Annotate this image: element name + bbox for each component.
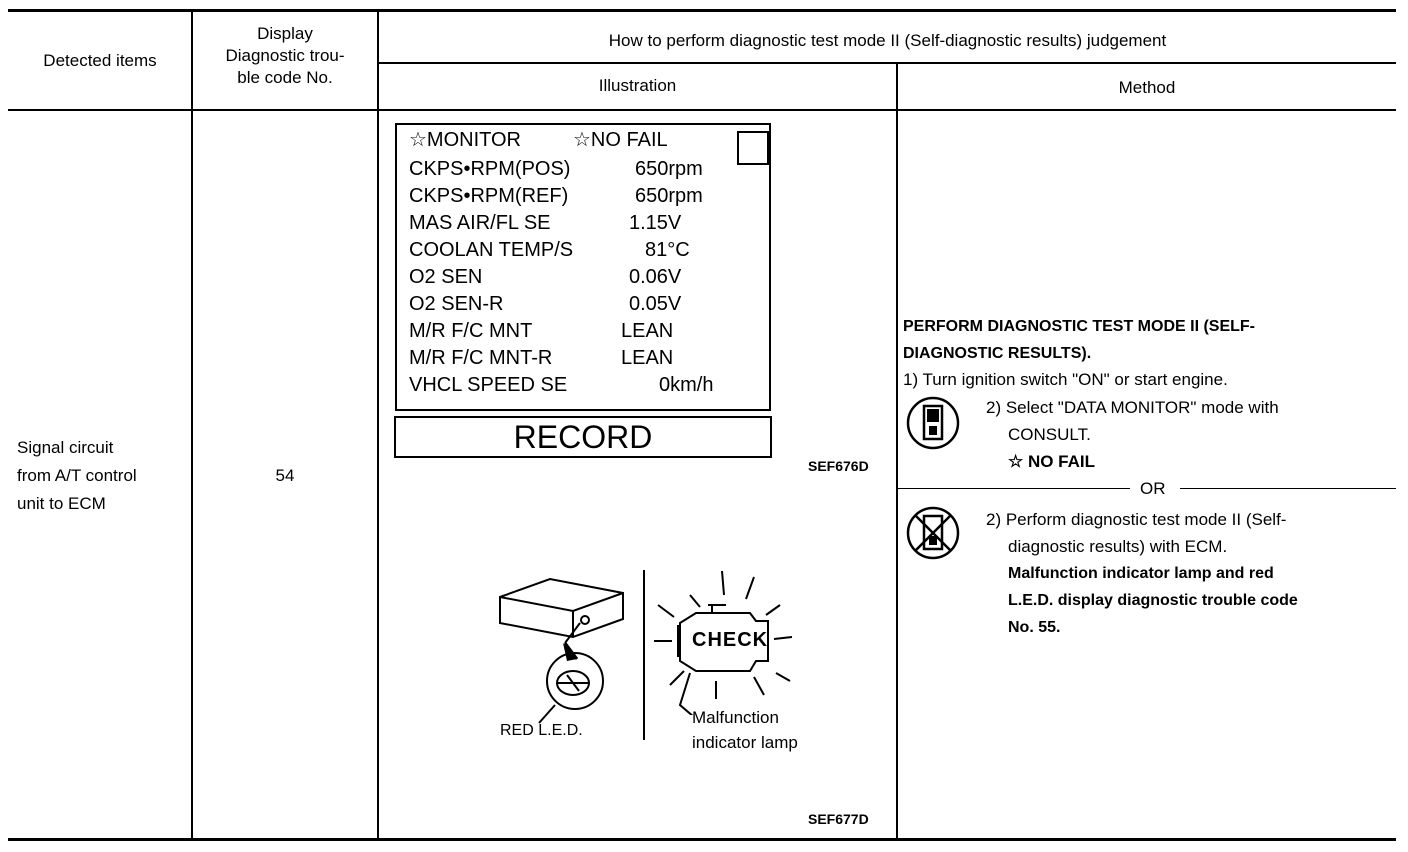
illustration-divider — [643, 570, 645, 740]
or-label: OR — [1140, 479, 1166, 498]
header-bottom-border — [8, 109, 1396, 111]
fig-code-sef676d: SEF676D — [808, 458, 869, 474]
monitor-item-label: M/R F/C MNT-R — [409, 347, 553, 369]
dtc-code: 54 — [275, 466, 295, 485]
red-led-label: RED L.E.D. — [500, 722, 583, 739]
fig-code-sef677d: SEF677D — [808, 811, 869, 827]
monitor-screen — [395, 123, 771, 411]
table-top-border — [8, 9, 1396, 12]
header-dtc-line1: Display — [257, 24, 313, 43]
col-divider-1 — [191, 9, 193, 841]
mil-label-line1: Malfunction — [692, 708, 779, 727]
consult-icon — [905, 395, 961, 451]
monitor-title-left: ☆MONITOR — [409, 129, 522, 151]
header-dtc — [193, 23, 377, 89]
method-perform-heading — [903, 313, 1255, 367]
header-detected-items: Detected items — [43, 51, 157, 70]
mil-desc-line2: L.E.D. display diagnostic trouble code — [1008, 592, 1298, 609]
header-dtc-line3: ble code No. — [237, 68, 333, 87]
monitor-item-value: 650rpm — [635, 185, 703, 207]
header-method: Method — [1118, 78, 1176, 97]
monitor-item-value: 0.06V — [629, 266, 682, 288]
monitor-item-value: 0km/h — [659, 374, 714, 396]
step2b-line1: 2) Perform diagnostic test mode II (Self- — [986, 510, 1287, 529]
record-button — [394, 416, 772, 458]
monitor-item-label: CKPS•RPM(POS) — [409, 158, 571, 180]
subheader-divider — [378, 62, 1396, 64]
or-divider-left — [898, 488, 1130, 489]
check-label: CHECK — [692, 629, 769, 651]
detected-line3: unit to ECM — [17, 494, 106, 513]
record-label: RECORD — [513, 419, 653, 455]
method-step1: 1) Turn ignition switch "ON" or start engine. — [903, 370, 1228, 389]
mil-desc-line3: No. 55. — [1008, 619, 1061, 636]
method-step2b — [986, 506, 1298, 641]
mil-desc-line1: Malfunction indicator lamp and red — [1008, 565, 1274, 582]
detected-item-text — [17, 434, 189, 518]
col-divider-3 — [896, 62, 898, 841]
monitor-item-label: CKPS•RPM(REF) — [409, 185, 569, 207]
header-how-to: How to perform diagnostic test mode II (Self-diagnostic results) judgement — [608, 31, 1167, 50]
monitor-item-label: VHCL SPEED SE — [409, 374, 568, 396]
monitor-item-label: MAS AIR/FL SE — [409, 212, 551, 234]
or-divider-right — [1180, 488, 1396, 489]
monitor-item-label: O2 SEN-R — [409, 293, 504, 315]
ecm-box-icon — [500, 579, 623, 637]
step2a-line2: CONSULT. — [1008, 425, 1091, 444]
perform-line2: DIAGNOSTIC RESULTS). — [903, 345, 1092, 362]
monitor-item-label: M/R F/C MNT — [409, 320, 533, 342]
led-lens-icon — [547, 653, 603, 709]
monitor-item-value: 0.05V — [629, 293, 682, 315]
monitor-title-right: ☆NO FAIL — [573, 129, 668, 151]
mil-label-line2: indicator lamp — [692, 733, 798, 752]
step2b-line2: diagnostic results) with ECM. — [1008, 537, 1228, 556]
monitor-item-value: LEAN — [621, 320, 674, 342]
table-bottom-border — [8, 838, 1396, 841]
monitor-item-label: COOLAN TEMP/S — [409, 239, 574, 261]
no-fail-label: ☆ NO FAIL — [1008, 452, 1096, 471]
monitor-item-value: 650rpm — [635, 158, 703, 180]
detected-line1: Signal circuit — [17, 438, 114, 457]
no-consult-icon — [905, 505, 961, 561]
col-divider-2 — [377, 9, 379, 841]
perform-line1: PERFORM DIAGNOSTIC TEST MODE II (SELF- — [903, 318, 1255, 335]
ecm-illustration — [495, 575, 635, 725]
method-step2a — [986, 394, 1279, 475]
monitor-item-value: 1.15V — [629, 212, 682, 234]
step2a-line1: 2) Select "DATA MONITOR" mode with — [986, 398, 1279, 417]
monitor-item-value: 81°C — [645, 239, 690, 261]
monitor-checkbox — [737, 131, 769, 165]
detected-line2: from A/T control — [17, 466, 137, 485]
mil-label — [692, 705, 798, 755]
header-illustration: Illustration — [598, 76, 677, 95]
header-dtc-line2: Diagnostic trou- — [225, 46, 345, 65]
monitor-item-value: LEAN — [621, 347, 674, 369]
monitor-item-label: O2 SEN — [409, 266, 483, 288]
